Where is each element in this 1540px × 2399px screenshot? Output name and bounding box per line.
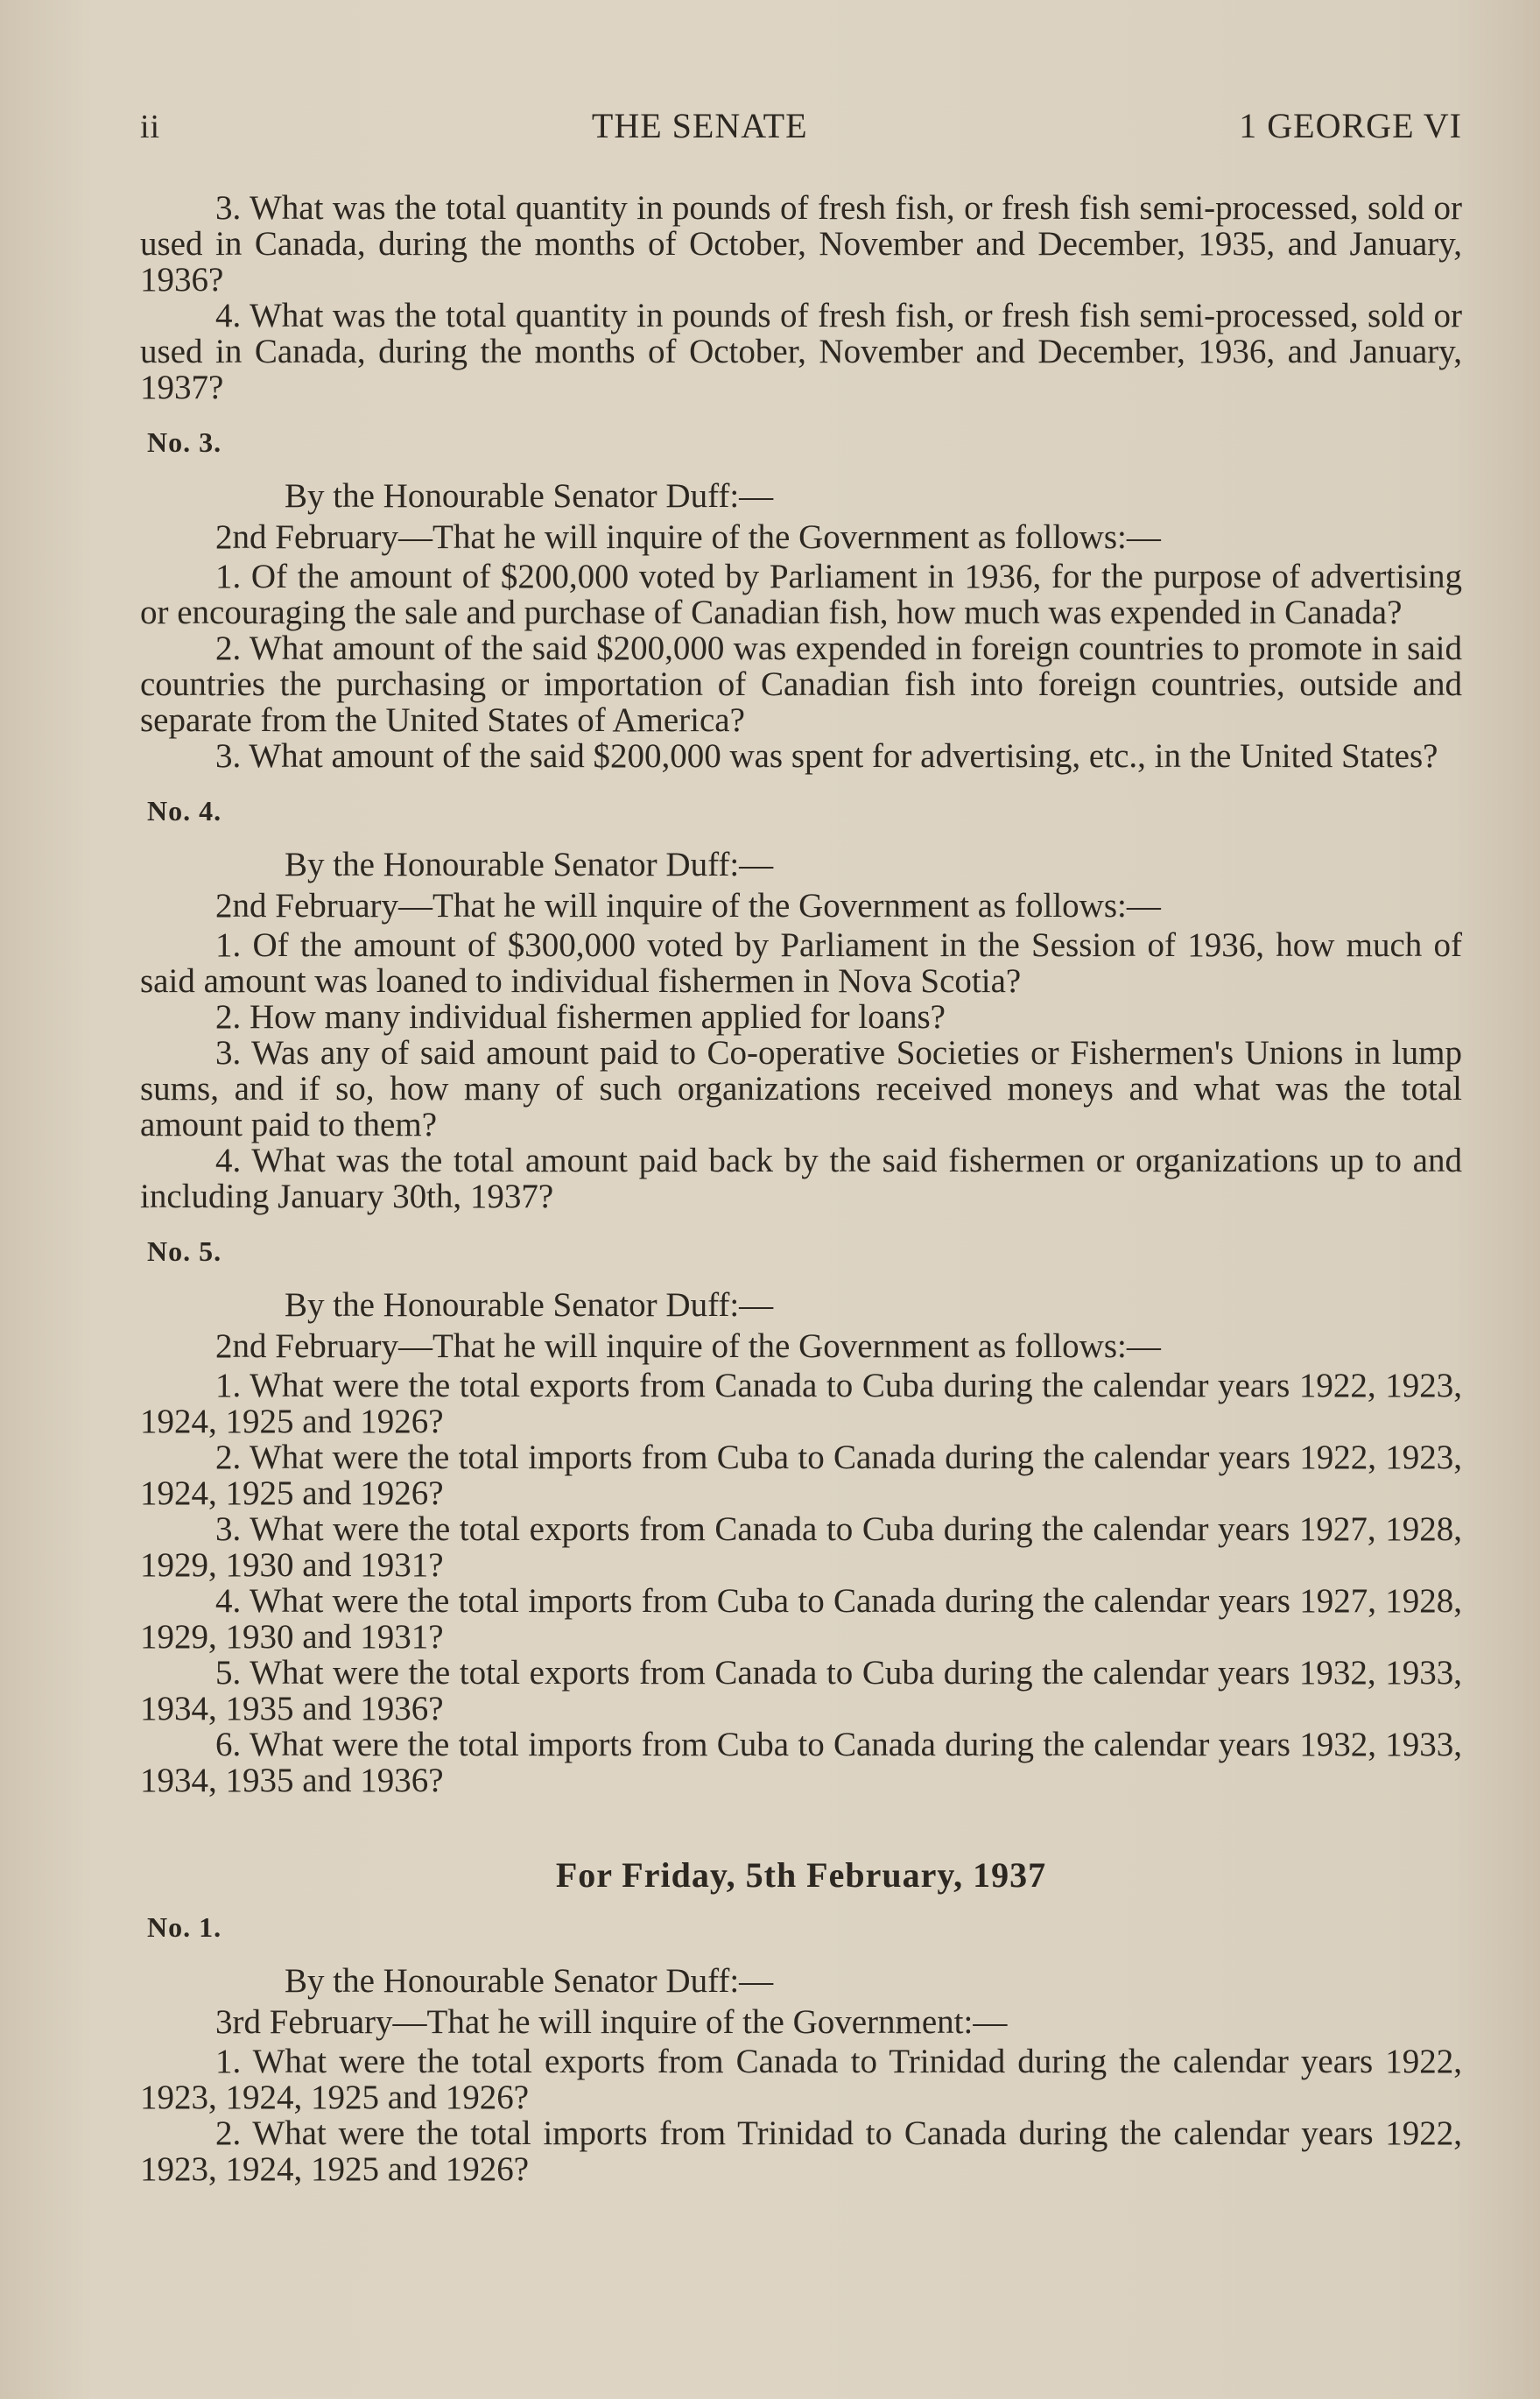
question: 6. What were the total imports from Cuba to Canada during the calendar years 1932, 1933, 1934, 1935 and 1936?	[140, 1726, 1462, 1799]
question: 4. What was the total quantity in pounds of fresh fish, or fresh fish semi-processed, sold or used in Canada, during the months of October, November and December, 1936, and January, 1937?	[140, 297, 1462, 406]
question: 1. Of the amount of $300,000 voted by Parliament in the Session of 1936, how much of said amount was loaned to individual fishermen in Nova Scotia?	[140, 926, 1462, 1000]
question: 3. What were the total exports from Canada to Cuba during the calendar years 1927, 1928, 1929, 1930 and 1931?	[140, 1510, 1462, 1584]
question: 2. How many individual fishermen applied for loans?	[215, 998, 946, 1036]
question: 3. What was the total quantity in pounds of fresh fish, or fresh fish semi-processed, sold or used in Canada, during the months of October, November and December, 1935, and January, 1936?	[140, 189, 1462, 299]
question: 2. What were the total imports from Cuba to Canada during the calendar years 1922, 1923, 1924, 1925 and 1926?	[140, 1439, 1462, 1512]
question: 4. What was the total amount paid back by the said fishermen or organizations up to and including January 30th, 1937?	[140, 1142, 1462, 1215]
motion-mover: By the Honourable Senator Duff:—	[285, 477, 774, 515]
motion-no-4	[140, 795, 1462, 1214]
question: 1. What were the total exports from Canada to Cuba during the calendar years 1922, 1923, 1924, 1925 and 1926?	[140, 1367, 1462, 1440]
motion-date: 3rd February—That he will inquire of the Government:—	[215, 2003, 1008, 2041]
motion-number: No. 1.	[147, 1911, 222, 1943]
question: 1. What were the total exports from Canada to Trinidad during the calendar years 1922, 1923, 1924, 1925 and 1926?	[140, 2043, 1462, 2116]
question: 3. What amount of the said $200,000 was spent for advertising, etc., in the United States?	[215, 737, 1438, 775]
question: 1. Of the amount of $200,000 voted by Parliament in 1936, for the purpose of advertising or encouraging the sale and purchase of Canadian fish, how much was expended in Canada?	[140, 558, 1462, 631]
page-content	[140, 105, 1462, 2187]
motion-date: 2nd February—That he will inquire of the Government as follows:—	[215, 518, 1161, 556]
question: 4. What were the total imports from Cuba to Canada during the calendar years 1927, 1928, 1929, 1930 and 1931?	[140, 1582, 1462, 1656]
motion-mover: By the Honourable Senator Duff:—	[285, 846, 774, 883]
header-regnal-year: 1 GEORGE VI	[1239, 106, 1462, 145]
section-heading: For Friday, 5th February, 1937	[555, 1855, 1047, 1895]
motion-number: No. 3.	[147, 426, 222, 458]
question: 3. Was any of said amount paid to Co-operative Societies or Fishermen's Unions in lump sums, and if so, how many of such organizations received moneys and what was the total amount paid to them?	[140, 1034, 1462, 1143]
header-title: THE SENATE	[591, 106, 808, 145]
motion-mover: By the Honourable Senator Duff:—	[285, 1286, 774, 1324]
question: 2. What amount of the said $200,000 was expended in foreign countries to promote in said countries the purchasing or importation of Canadian fish into foreign countries, outside and separate from the United States of America?	[140, 630, 1462, 739]
running-header	[140, 105, 1462, 146]
motion-no-5	[140, 1235, 1462, 1798]
motion-date: 2nd February—That he will inquire of the Government as follows:—	[215, 1327, 1161, 1365]
question: 5. What were the total exports from Canada to Cuba during the calendar years 1932, 1933, 1934, 1935 and 1936?	[140, 1654, 1462, 1727]
page-folio: ii	[140, 109, 161, 145]
question: 2. What were the total imports from Trinidad to Canada during the calendar years 1922, 1923, 1924, 1925 and 1926?	[140, 2114, 1462, 2188]
motion-number: No. 5.	[147, 1235, 222, 1267]
motion-mover: By the Honourable Senator Duff:—	[285, 1962, 774, 2000]
motion-number: No. 4.	[147, 795, 222, 827]
motion-date: 2nd February—That he will inquire of the Government as follows:—	[215, 887, 1161, 925]
motion-friday-no-1	[140, 1911, 1462, 2187]
motion-no-3	[140, 426, 1462, 774]
continued-questions	[140, 190, 1462, 405]
